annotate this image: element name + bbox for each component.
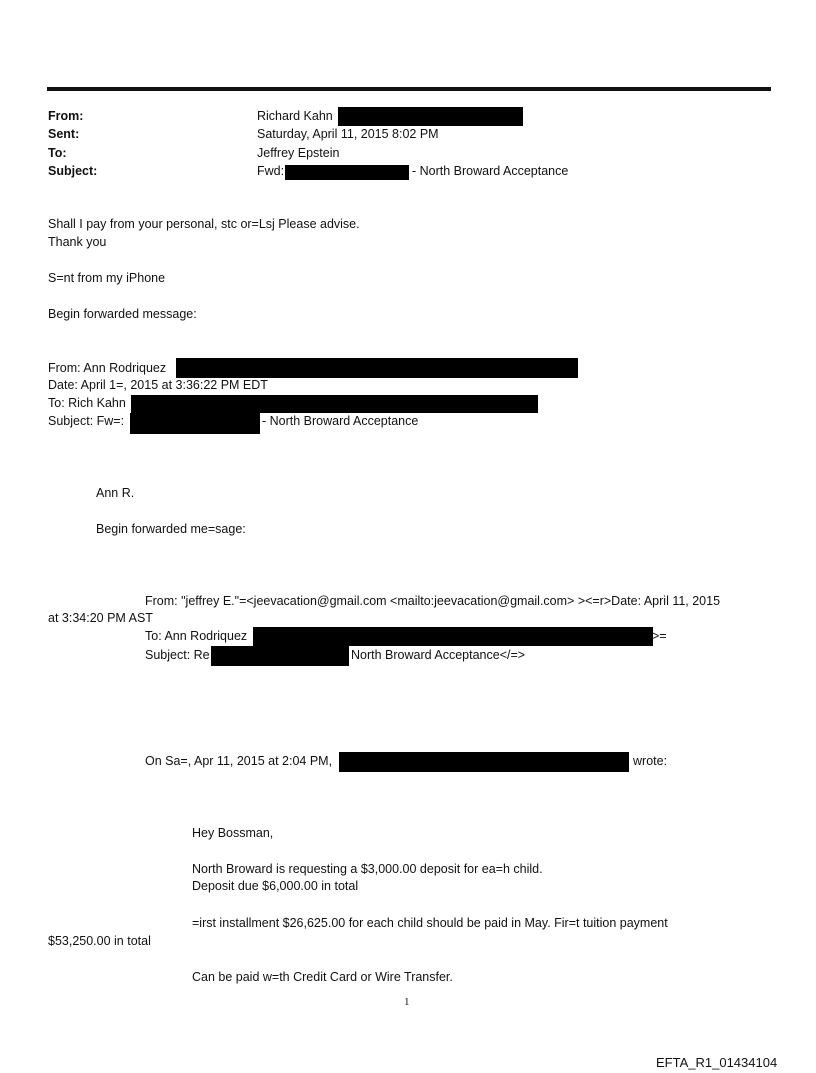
- sent-value: Saturday, April 11, 2015 8:02 PM: [257, 127, 439, 141]
- document-footer-id: EFTA_R1_01434104: [656, 1055, 778, 1070]
- redaction-from-email: [338, 107, 523, 126]
- message-paragraph-4: Can be paid w=th Credit Card or Wire Transfer.: [192, 970, 453, 984]
- from-label: From:: [48, 109, 84, 123]
- body-line-1: Shall I pay from your personal, stc or=Lsj Please advise.: [48, 217, 360, 231]
- to-label: To:: [48, 146, 67, 160]
- redaction-fwd1-from: [176, 358, 578, 378]
- body-line-2: Thank you: [48, 235, 107, 249]
- top-rule: [47, 87, 771, 91]
- fwd2-from-wrap: at 3:34:20 PM AST: [48, 611, 153, 625]
- body-line-3: S=nt from my iPhone: [48, 271, 166, 285]
- from-value: Richard Kahn: [257, 109, 333, 123]
- redaction-subject: [285, 165, 409, 180]
- message-paragraph-1: North Broward is requesting a $3,000.00 deposit for ea=h child.: [192, 862, 543, 876]
- message-paragraph-3-wrap: $53,250.00 in total: [48, 934, 151, 948]
- quote-on-suffix: wrote:: [633, 754, 668, 768]
- redaction-fwd2-to: [253, 627, 653, 646]
- fwd1-subject-suffix: - North Broward Acceptance: [262, 414, 419, 428]
- page-number: 1: [404, 996, 410, 1008]
- fwd2-to-tail: >=: [652, 629, 667, 643]
- message-paragraph-3: =irst installment $26,625.00 for each child should be paid in May. Fir=t tuition payment: [192, 916, 668, 930]
- redaction-quote-sender: [339, 752, 629, 772]
- fwd1-subject-prefix: Subject: Fw=:: [48, 414, 125, 428]
- sent-label: Sent:: [48, 127, 80, 141]
- fwd2-subject-prefix: Subject: Re: [145, 648, 210, 662]
- to-value: Jeffrey Epstein: [257, 146, 340, 160]
- subject-label: Subject:: [48, 164, 98, 178]
- redaction-fwd1-subject: [130, 413, 260, 434]
- message-greeting: Hey Bossman,: [192, 826, 274, 840]
- fwd1-date: Date: April 1=, 2015 at 3:36:22 PM EDT: [48, 378, 268, 392]
- subject-suffix: - North Broward Acceptance: [412, 164, 569, 178]
- redaction-fwd1-to: [131, 395, 538, 413]
- message-paragraph-2: Deposit due $6,000.00 in total: [192, 879, 359, 893]
- body-line-4: Begin forwarded message:: [48, 307, 197, 321]
- fwd2-subject-suffix: North Broward Acceptance</=>: [351, 648, 526, 662]
- quote-on-prefix: On Sa=, Apr 11, 2015 at 2:04 PM,: [145, 754, 333, 768]
- fwd2-to: To: Ann Rodriquez: [145, 629, 248, 643]
- fwd2-from: From: "jeffrey E."=<jeevacation@gmail.com <mailto:jeevacation@gmail.com> ><=r>Date: April 11, 2015: [145, 594, 721, 608]
- fwd1-signature: Ann R.: [96, 486, 135, 500]
- redaction-fwd2-subject: [211, 646, 349, 666]
- fwd1-from: From: Ann Rodriquez: [48, 361, 167, 375]
- fwd1-begin-forwarded: Begin forwarded me=sage:: [96, 522, 246, 536]
- fwd1-to: To: Rich Kahn: [48, 396, 126, 410]
- subject-prefix: Fwd:: [257, 164, 285, 178]
